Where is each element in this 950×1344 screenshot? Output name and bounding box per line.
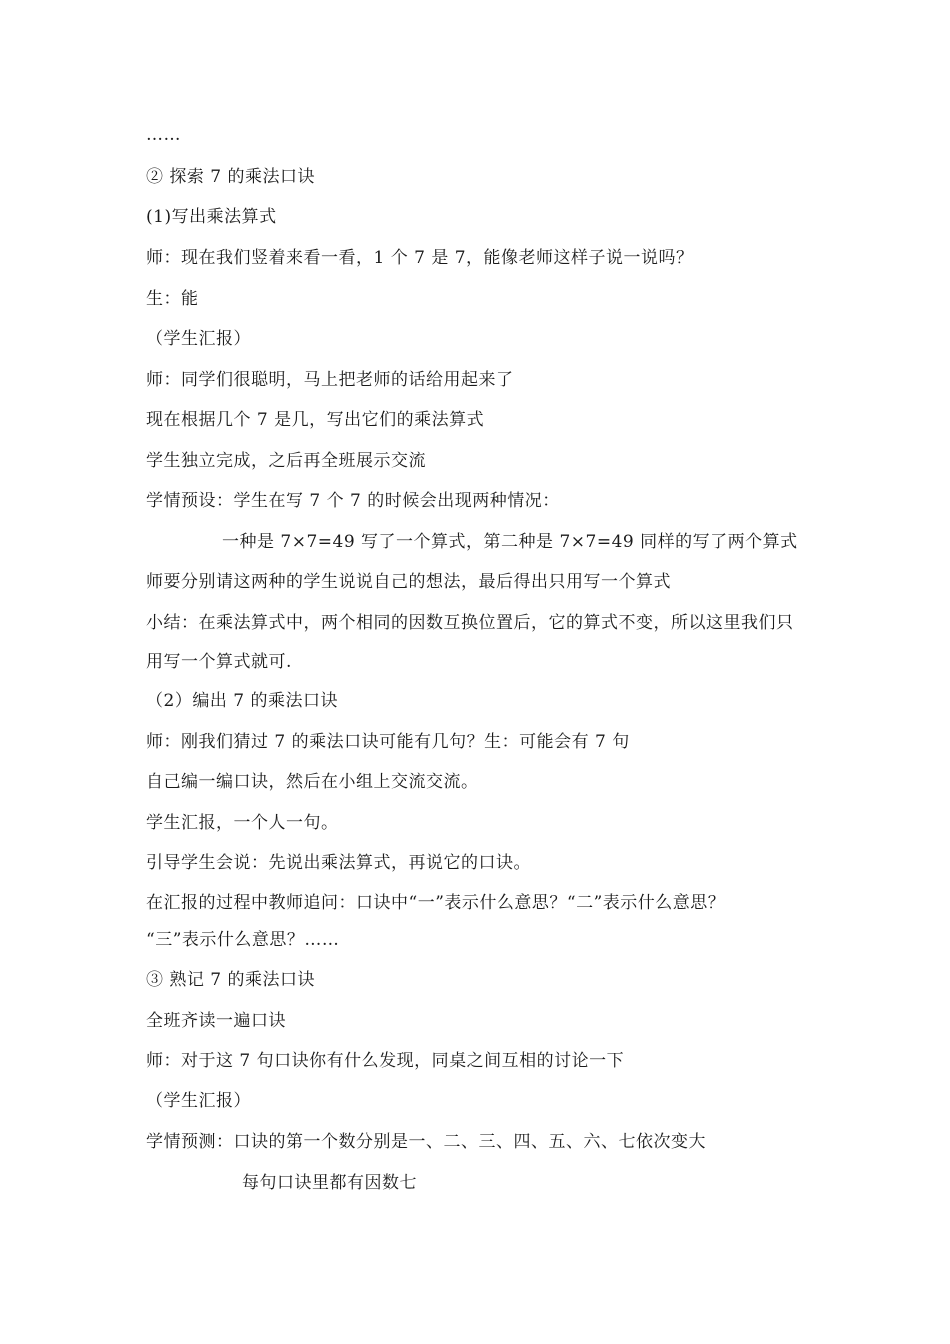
summary-line: 小结：在乘法算式中，两个相同的因数互换位置后，它的算式不变，所以这里我们只 [146, 613, 794, 633]
summary-line-continued: 用写一个算式就可. [146, 652, 292, 672]
paragraph-line: （学生汇报） [146, 329, 251, 349]
paragraph-line: 师要分别请这两种的学生说说自己的想法，最后得出只用写一个算式 [146, 572, 671, 592]
paragraph-line: 自己编一编口诀，然后在小组上交流交流。 [146, 772, 479, 792]
paragraph-line: 引导学生会说：先说出乘法算式，再说它的口诀。 [146, 853, 531, 873]
paragraph-line: 生：能 [146, 289, 199, 309]
paragraph-line: 师：刚我们猜过 7 的乘法口诀可能有几句？生：可能会有 7 句 [146, 732, 630, 752]
paragraph-line-continued: “三”表示什么意思？…… [146, 930, 340, 950]
paragraph-line: 现在根据几个 7 是几，写出它们的乘法算式 [146, 410, 485, 430]
paragraph-line-indented: 每句口诀里都有因数七 [242, 1173, 417, 1193]
section-heading-explore: ② 探索 7 的乘法口诀 [146, 167, 316, 187]
paragraph-line: 师：同学们很聪明，马上把老师的话给用起来了 [146, 370, 514, 390]
paragraph-line: 师：现在我们竖着来看一看，1 个 7 是 7，能像老师这样子说一说吗？ [146, 248, 694, 268]
paragraph-line: 学情预设：学生在写 7 个 7 的时候会出现两种情况： [146, 491, 560, 511]
paragraph-line: 全班齐读一遍口诀 [146, 1011, 286, 1031]
paragraph-line: （学生汇报） [146, 1091, 251, 1111]
paragraph-line: 学情预测：口诀的第一个数分别是一、二、三、四、五、六、七依次变大 [146, 1132, 706, 1152]
paragraph-line: 学生汇报，一个人一句。 [146, 813, 339, 833]
paragraph-line-indented: 一种是 7×7=49 写了一个算式，第二种是 7×7=49 同样的写了两个算式 [222, 532, 798, 552]
ellipsis-line: …… [146, 125, 181, 145]
paragraph-line: 学生独立完成，之后再全班展示交流 [146, 451, 426, 471]
section-heading-memorize: ③ 熟记 7 的乘法口诀 [146, 970, 316, 990]
subheading-compose-rhyme: （2）编出 7 的乘法口诀 [146, 691, 338, 711]
paragraph-line: 师：对于这 7 句口诀你有什么发现，同桌之间互相的讨论一下 [146, 1051, 625, 1071]
paragraph-line: 在汇报的过程中教师追问：口诀中“一”表示什么意思？“二”表示什么意思？ [146, 893, 726, 913]
subheading-write-formula: (1)写出乘法算式 [146, 207, 277, 227]
